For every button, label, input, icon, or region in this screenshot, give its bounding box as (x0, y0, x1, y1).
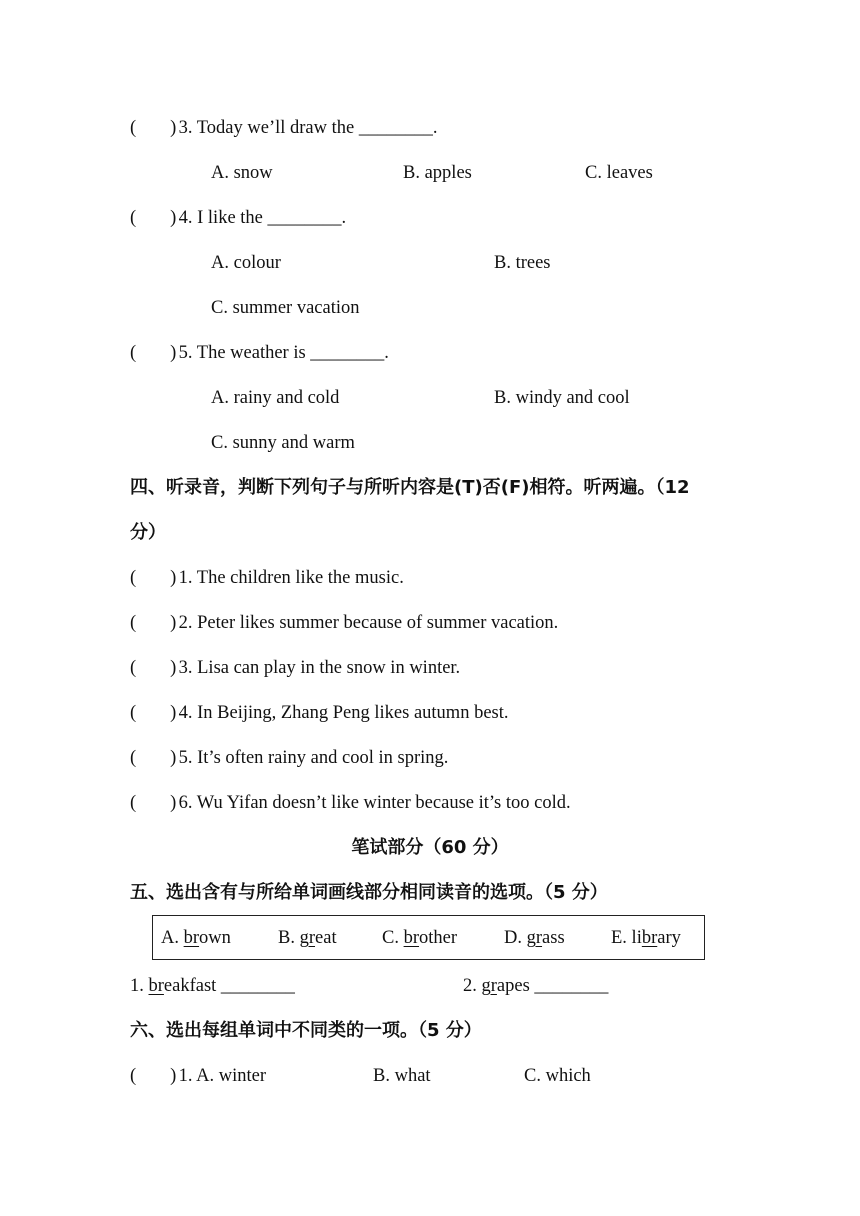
answer-bracket[interactable]: ( ) (130, 1066, 177, 1086)
section-6-title: 六、选出每组单词中不同类的一项。（5 分） (130, 1020, 482, 1041)
answer-bracket[interactable]: ( ) (130, 118, 177, 138)
answer-bracket[interactable]: ( ) (130, 793, 177, 813)
option-b: B. windy and cool (494, 388, 630, 408)
question-3 (130, 117, 437, 139)
answer-bracket[interactable]: ( ) (130, 748, 177, 768)
answer-bracket[interactable]: ( ) (130, 613, 177, 633)
option-a: A. rainy and cold (211, 388, 340, 408)
box-word-b: B. great (278, 928, 337, 948)
option-c: C. sunny and warm (211, 433, 355, 453)
option-b: B. what (373, 1066, 431, 1086)
answer-bracket[interactable]: ( ) (130, 658, 177, 678)
phonics-question-2[interactable]: 2. grapes ________ (463, 976, 609, 996)
option-a: A. snow (211, 163, 273, 183)
question-4 (130, 207, 346, 229)
question-text: 3. Today we’ll draw the ________. (178, 118, 438, 138)
section-5-title: 五、选出含有与所给单词画线部分相同读音的选项。（5 分） (130, 882, 608, 903)
odd-one-out-question-1: ( ) 1. A. winter (130, 1066, 266, 1086)
question-5 (130, 342, 389, 364)
section-4-title: 四、听录音，判断下列句子与所听内容是(T)否(F)相符。听两遍。（12 (130, 477, 690, 498)
box-word-e: E. library (611, 928, 681, 948)
option-c: C. which (524, 1066, 591, 1086)
option-b: B. trees (494, 253, 551, 273)
question-text: 5. The weather is ________. (178, 343, 389, 363)
option-c: C. summer vacation (211, 298, 360, 318)
box-word-c: C. brother (382, 928, 458, 948)
answer-bracket[interactable]: ( ) (130, 208, 177, 228)
word-box (152, 915, 705, 960)
judge-item: ( ) 2. Peter likes summer because of summer vacation. (130, 613, 559, 633)
answer-bracket[interactable]: ( ) (130, 703, 177, 723)
question-text: 4. I like the ________. (178, 208, 347, 228)
answer-bracket[interactable]: ( ) (130, 343, 177, 363)
judge-item: ( ) 5. It’s often rainy and cool in spring. (130, 748, 449, 768)
box-word-d: D. grass (504, 928, 565, 948)
phonics-question-1[interactable]: 1. breakfast ________ (130, 976, 295, 996)
option-a: A. colour (211, 253, 281, 273)
option-b: B. apples (403, 163, 472, 183)
judge-item: ( ) 1. The children like the music. (130, 568, 404, 588)
judge-item: ( ) 6. Wu Yifan doesn’t like winter because it’s too cold. (130, 793, 571, 813)
judge-item: ( ) 4. In Beijing, Zhang Peng likes autumn best. (130, 703, 509, 723)
box-word-a: A. brown (161, 928, 231, 948)
written-part-title: 笔试部分（60 分） (351, 837, 509, 858)
judge-item: ( ) 3. Lisa can play in the snow in winter. (130, 658, 461, 678)
answer-bracket[interactable]: ( ) (130, 568, 177, 588)
section-4-title-cont: 分） (130, 522, 166, 543)
option-c: C. leaves (585, 163, 653, 183)
